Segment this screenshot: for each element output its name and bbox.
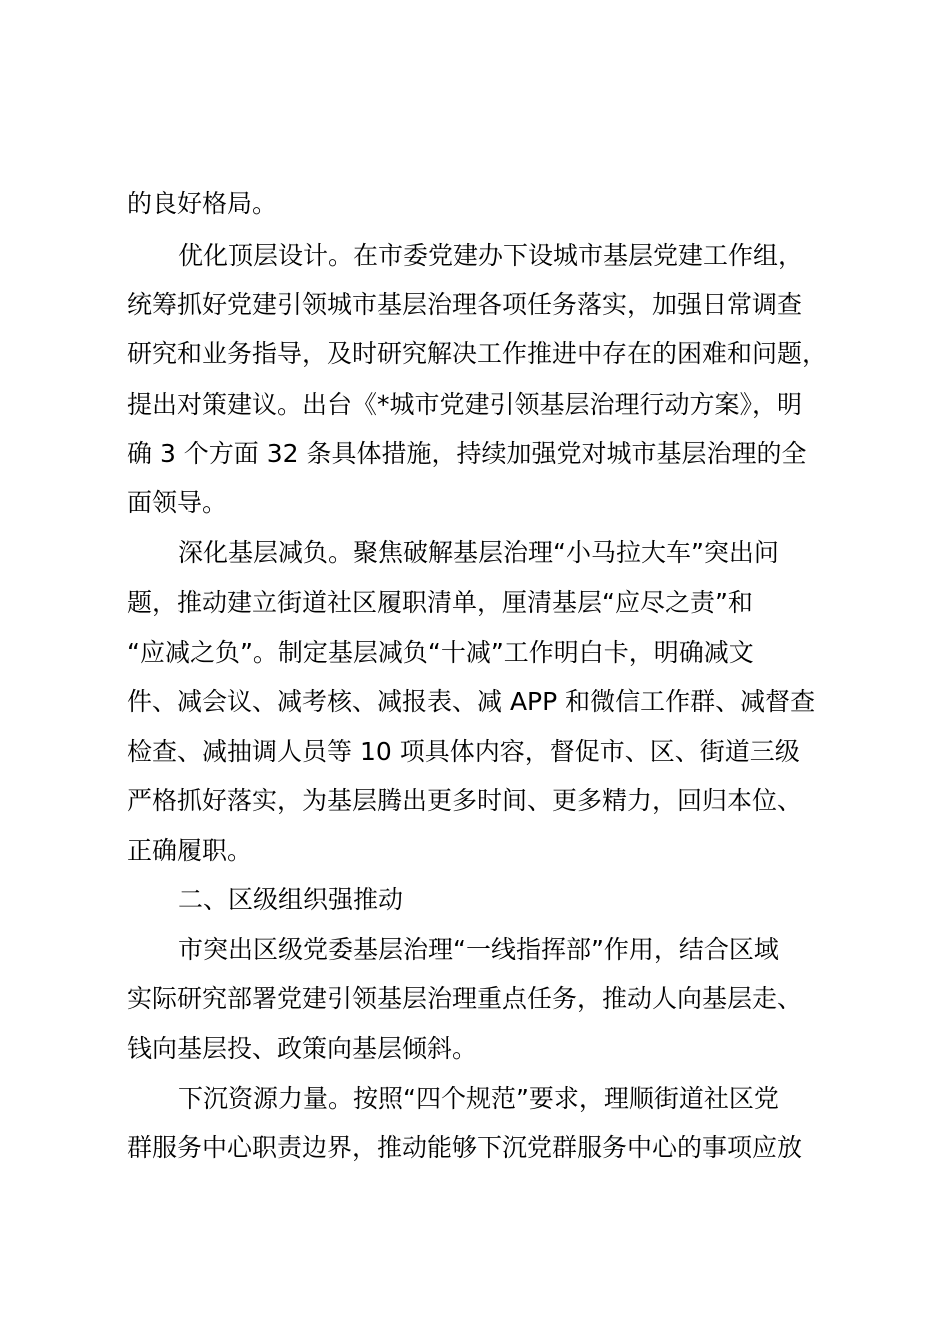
text-line: 正确履职。 xyxy=(127,836,253,865)
text-line: 统筹抓好党建引领城市基层治理各项任务落实，加强日常调查 xyxy=(127,290,803,319)
text-line: 严格抓好落实，为基层腾出更多时间、更多精力，回归本位、 xyxy=(127,786,803,815)
text-line: 面领导。 xyxy=(127,488,228,517)
text-line: 实际研究部署党建引领基层治理重点任务，推动人向基层走、 xyxy=(127,984,803,1013)
text-line: 题，推动建立街道社区履职清单，厘清基层“应尽之责”和 xyxy=(127,588,753,617)
text-line: 研究和业务指导，及时研究解决工作推进中存在的困难和问题， xyxy=(127,339,828,368)
paragraph-start-line: 下沉资源力量。按照“四个规范”要求，理顺街道社区党 xyxy=(178,1084,779,1113)
text-line: “应减之负”。制定基层减负“十减”工作明白卡，明确减文 xyxy=(127,638,754,667)
paragraph-start-line: 优化顶层设计。在市委党建办下设城市基层党建工作组， xyxy=(178,241,804,270)
text-line: 钱向基层投、政策向基层倾斜。 xyxy=(127,1034,478,1063)
text-line: 群服务中心职责边界，推动能够下沉党群服务中心的事项应放 xyxy=(127,1133,803,1162)
text-line: 提出对策建议。出台《*城市党建引领基层治理行动方案》，明 xyxy=(127,390,803,419)
text-line: 确 3 个方面 32 条具体措施，持续加强党对城市基层治理的全 xyxy=(127,439,807,468)
text-line: 件、减会议、减考核、减报表、减 APP 和微信工作群、减督查 xyxy=(127,687,816,716)
paragraph-start-line: 市突出区级党委基层治理“一线指挥部”作用，结合区域 xyxy=(178,935,779,964)
section-heading: 二、区级组织强推动 xyxy=(178,885,404,914)
text-line: 的良好格局。 xyxy=(127,189,278,218)
paragraph-start-line: 深化基层减负。聚焦破解基层治理“小马拉大车”突出问 xyxy=(178,538,779,567)
text-line: 检查、减抽调人员等 10 项具体内容，督促市、区、街道三级 xyxy=(127,737,800,766)
